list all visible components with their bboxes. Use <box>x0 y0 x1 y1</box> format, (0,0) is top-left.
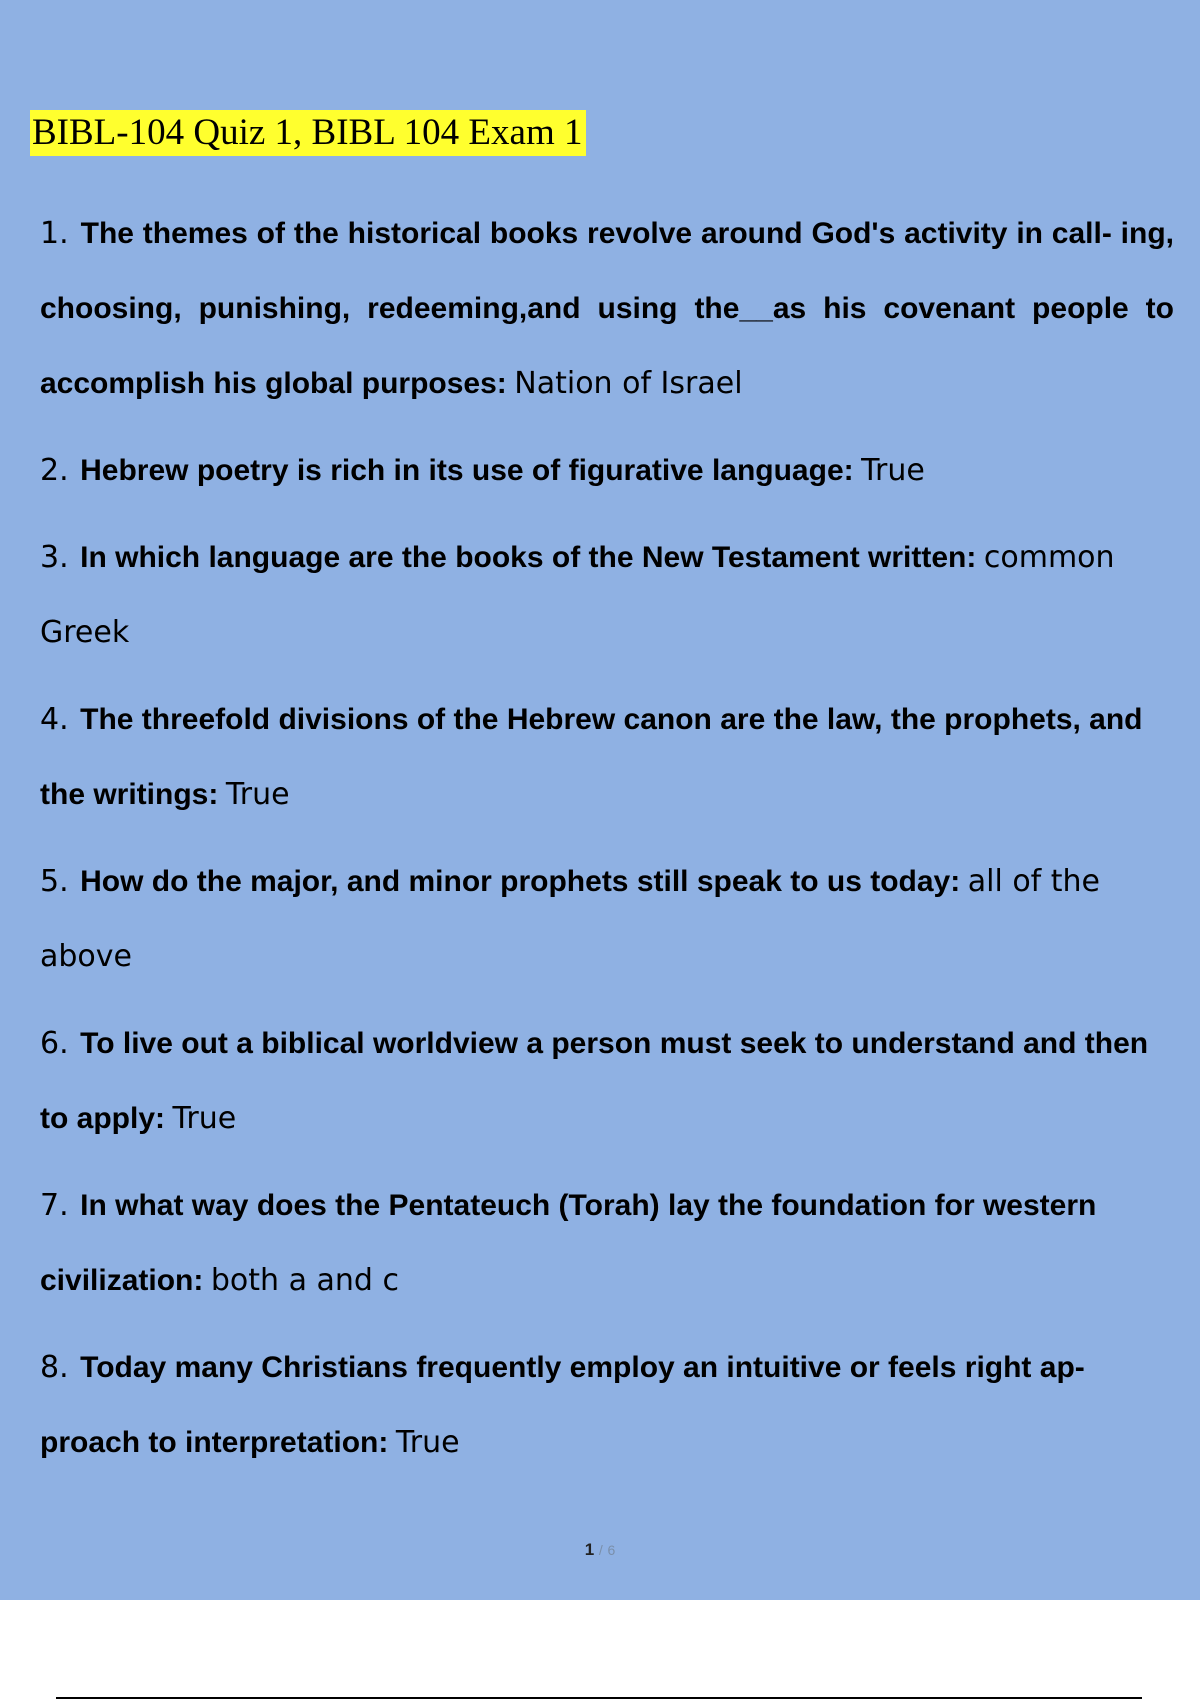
page-separator: / <box>598 1542 603 1558</box>
total-pages: 6 <box>607 1542 616 1558</box>
question-number: 2. <box>40 453 69 488</box>
question-answer: True <box>225 777 290 812</box>
question-item <box>40 844 1174 994</box>
question-number: 7. <box>40 1188 69 1223</box>
question-text: Hebrew poetry is rich in its use of figurative language: <box>80 454 854 487</box>
page-indicator <box>0 1540 1200 1560</box>
question-number: 8. <box>40 1350 69 1385</box>
question-item <box>40 1330 1174 1480</box>
question-answer: all of the above <box>40 864 1101 974</box>
question-number: 4. <box>40 702 69 737</box>
question-number: 6. <box>40 1026 69 1061</box>
question-text: To live out a biblical worldview a person must seek to understand and then to apply: <box>40 1027 1149 1135</box>
question-list <box>40 196 1174 1492</box>
question-answer: True <box>172 1101 237 1136</box>
question-item <box>40 520 1174 670</box>
next-page-divider <box>56 1697 1142 1699</box>
question-text: In what way does the Pentateuch (Torah) lay the foundation for western civilization: <box>40 1189 1097 1297</box>
question-text: How do the major, and minor prophets still speak to us today: <box>80 865 961 898</box>
question-item <box>40 433 1174 508</box>
question-answer: True <box>395 1425 460 1460</box>
question-item <box>40 1006 1174 1156</box>
question-answer: common Greek <box>40 540 1115 650</box>
question-number: 3. <box>40 540 69 575</box>
question-number: 5. <box>40 864 69 899</box>
question-text: The threefold divisions of the Hebrew canon are the law, the prophets, and the writings: <box>40 703 1143 811</box>
question-item <box>40 682 1174 832</box>
question-item <box>40 1168 1174 1318</box>
question-answer: Nation of Israel <box>514 366 743 401</box>
question-text: Today many Christians frequently employ an intuitive or feels right ap- proach to interpretation: <box>40 1351 1085 1459</box>
question-answer: True <box>861 453 925 488</box>
current-page-number: 1 <box>584 1540 595 1559</box>
question-text: The themes of the historical books revolve around God's activity in call- ing, choosing, punishing, redeeming,and using the__as his covenant people to accomplish his global purposes: <box>40 217 1174 400</box>
question-item <box>40 196 1174 421</box>
document-title: BIBL-104 Quiz 1, BIBL 104 Exam 1 <box>30 110 586 156</box>
question-number: 1. <box>40 216 69 251</box>
question-answer: both a and c <box>210 1263 399 1298</box>
question-text: In which language are the books of the New Testament written: <box>80 541 977 574</box>
